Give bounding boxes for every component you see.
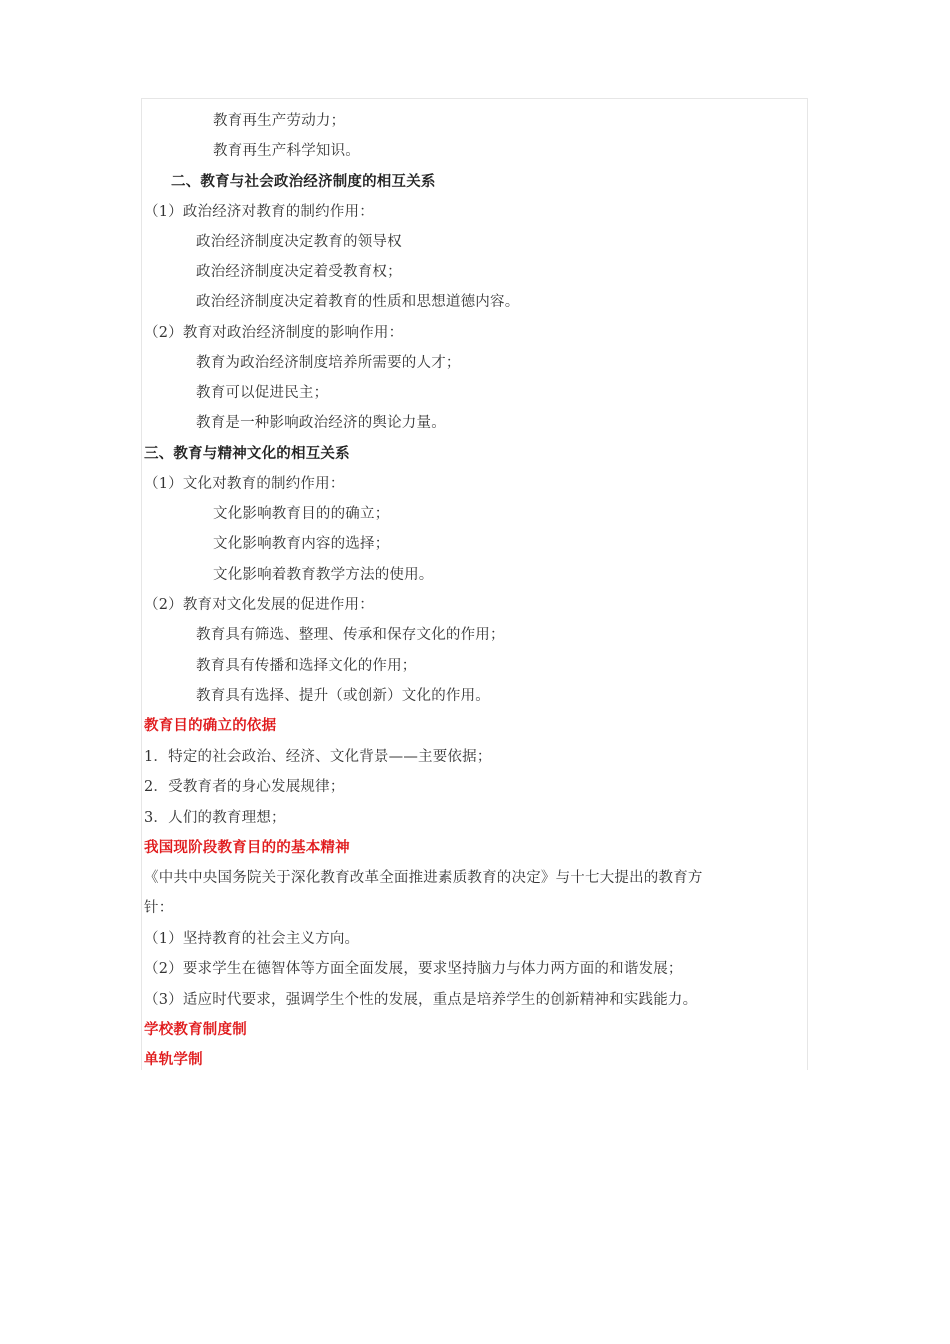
text-line-5: 政治经济制度决定着受教育权；	[196, 264, 402, 280]
text-line-14: 文化影响教育内容的选择；	[213, 536, 390, 552]
subsection-culture-constraint: （1）文化对教育的制约作用：	[144, 476, 345, 492]
text-line-17: 教育具有筛选、整理、传承和保存文化的作用；	[196, 627, 505, 643]
text-line-25: 《中共中央国务院关于深化教育改革全面推进素质教育的决定》与十七大提出的教育方	[144, 870, 703, 886]
text-line-23: 3．人们的教育理想；	[144, 810, 286, 826]
section-heading-culture: 三、教育与精神文化的相互关系	[144, 446, 350, 462]
text-line-15: 文化影响着教育教学方法的使用。	[213, 567, 434, 583]
text-line-28: （2）要求学生在德智体等方面全面发展，要求坚持脑力与体力两方面的和谐发展；	[144, 961, 683, 977]
red-heading-school-system: 学校教育制度制	[144, 1022, 247, 1038]
section-heading-politics: 二、教育与社会政治经济制度的相互关系	[171, 174, 436, 190]
text-line-9: 教育可以促进民主；	[196, 385, 329, 401]
text-line-29: （3）适应时代要求，强调学生个性的发展，重点是培养学生的创新精神和实践能力。	[144, 992, 698, 1008]
text-line-22: 2．受教育者的身心发展规律；	[144, 779, 345, 795]
red-heading-basic-spirit: 我国现阶段教育目的的基本精神	[144, 840, 350, 856]
text-line-18: 教育具有传播和选择文化的作用；	[196, 658, 417, 674]
subsection-education-influence: （2）教育对政治经济制度的影响作用：	[144, 325, 404, 341]
red-heading-aim-basis: 教育目的确立的依据	[144, 718, 277, 734]
text-line-13: 文化影响教育目的的确立；	[213, 506, 390, 522]
text-line-0: 教育再生产劳动力；	[213, 113, 346, 129]
text-line-26: 针：	[144, 900, 174, 916]
text-line-21: 1．特定的社会政治、经济、文化背景——主要依据；	[144, 749, 492, 765]
text-line-4: 政治经济制度决定教育的领导权	[196, 234, 402, 250]
subsection-politics-constraint: （1）政治经济对教育的制约作用：	[144, 204, 374, 220]
text-line-1: 教育再生产科学知识。	[213, 143, 360, 159]
subsection-culture-promotion: （2）教育对文化发展的促进作用：	[144, 597, 374, 613]
text-line-27: （1）坚持教育的社会主义方向。	[144, 931, 360, 947]
text-line-8: 教育为政治经济制度培养所需要的人才；	[196, 355, 461, 371]
text-line-19: 教育具有选择、提升（或创新）文化的作用。	[196, 688, 490, 704]
red-heading-single-track: 单轨学制	[144, 1052, 203, 1068]
text-line-10: 教育是一种影响政治经济的舆论力量。	[196, 415, 446, 431]
text-line-6: 政治经济制度决定着教育的性质和思想道德内容。	[196, 294, 520, 310]
